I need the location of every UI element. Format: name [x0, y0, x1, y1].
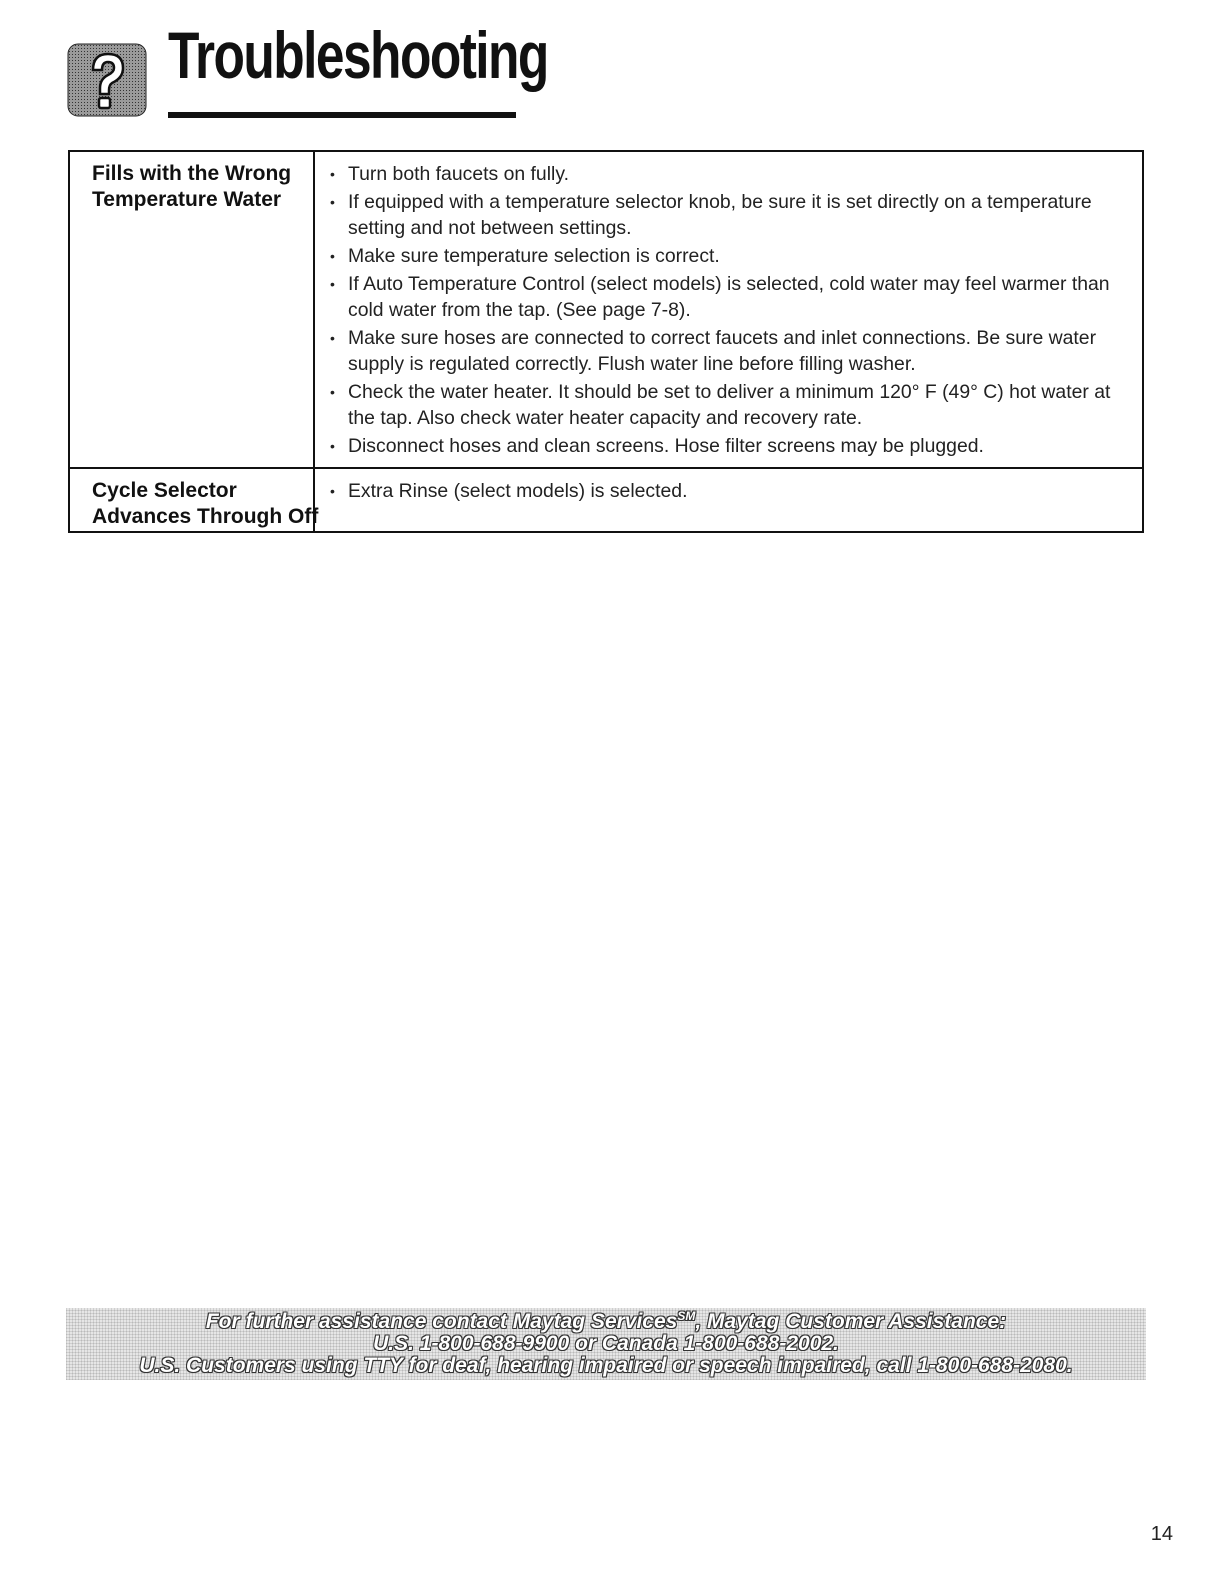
solution-cell	[315, 469, 1142, 531]
banner-line-3: U.S. Customers using TTY for deaf, hearing impaired or speech impaired, call 1-800-688-2080.	[139, 1354, 1073, 1377]
question-mark-icon	[66, 42, 148, 118]
page-title: Troubleshooting	[168, 18, 548, 92]
list-item	[325, 478, 1130, 504]
bullet-icon: •	[330, 276, 335, 292]
problem-text: Advances Through Off	[92, 505, 319, 528]
solution-list	[325, 161, 1130, 459]
list-item	[325, 189, 1130, 241]
solution-text: Turn both faucets on fully.	[348, 163, 569, 185]
table-row	[70, 152, 1142, 467]
bullet-icon: •	[330, 330, 335, 346]
bullet-icon: •	[330, 438, 335, 454]
problem-cell	[70, 152, 315, 467]
service-mark: SM	[677, 1309, 696, 1323]
banner-line-1	[66, 1311, 1146, 1333]
list-item	[325, 433, 1130, 459]
bullet-icon: •	[330, 384, 335, 400]
troubleshooting-table	[68, 150, 1144, 533]
title-underline	[168, 112, 516, 118]
bullet-icon: •	[330, 483, 335, 499]
banner-text: , Maytag Customer Assistance:	[695, 1310, 1007, 1333]
solution-text: If equipped with a temperature selector knob, be sure it is set directly on a temperature setting and not between settings.	[348, 191, 1092, 239]
solution-cell	[315, 152, 1142, 467]
page-number: 14	[1150, 1523, 1173, 1545]
banner-text: For further assistance contact Maytag Services	[205, 1310, 678, 1333]
banner-line-2: U.S. 1-800-688-9900 or Canada 1-800-688-2002.	[373, 1332, 839, 1355]
problem-cell	[70, 469, 319, 531]
bullet-icon: •	[330, 194, 335, 210]
list-item	[325, 379, 1130, 431]
list-item	[325, 243, 1130, 269]
bullet-icon: •	[330, 248, 335, 264]
list-item	[325, 161, 1130, 187]
bullet-icon: •	[330, 166, 335, 182]
list-item	[325, 271, 1130, 323]
solution-text: Check the water heater. It should be set to deliver a minimum 120° F (49° C) hot water at the tap. Also check water heater capacity and recovery rate.	[348, 381, 1111, 429]
solution-text: Make sure temperature selection is correct.	[348, 245, 720, 267]
solution-list	[325, 478, 1130, 504]
solution-text: Extra Rinse (select models) is selected.	[348, 480, 688, 502]
problem-text: Fills with the Wrong	[92, 162, 292, 185]
contact-banner	[66, 1308, 1146, 1380]
table-row	[70, 467, 1142, 531]
solution-text: Disconnect hoses and clean screens. Hose filter screens may be plugged.	[348, 435, 984, 457]
list-item	[325, 325, 1130, 377]
solution-text: If Auto Temperature Control (select models) is selected, cold water may feel warmer than cold water from the tap. (See page 7-8).	[348, 273, 1110, 321]
problem-text: Cycle Selector	[92, 479, 237, 502]
solution-text: Make sure hoses are connected to correct faucets and inlet connections. Be sure water supply is regulated correctly. Flush water line before filling washer.	[348, 327, 1097, 375]
problem-text: Temperature Water	[92, 188, 282, 211]
